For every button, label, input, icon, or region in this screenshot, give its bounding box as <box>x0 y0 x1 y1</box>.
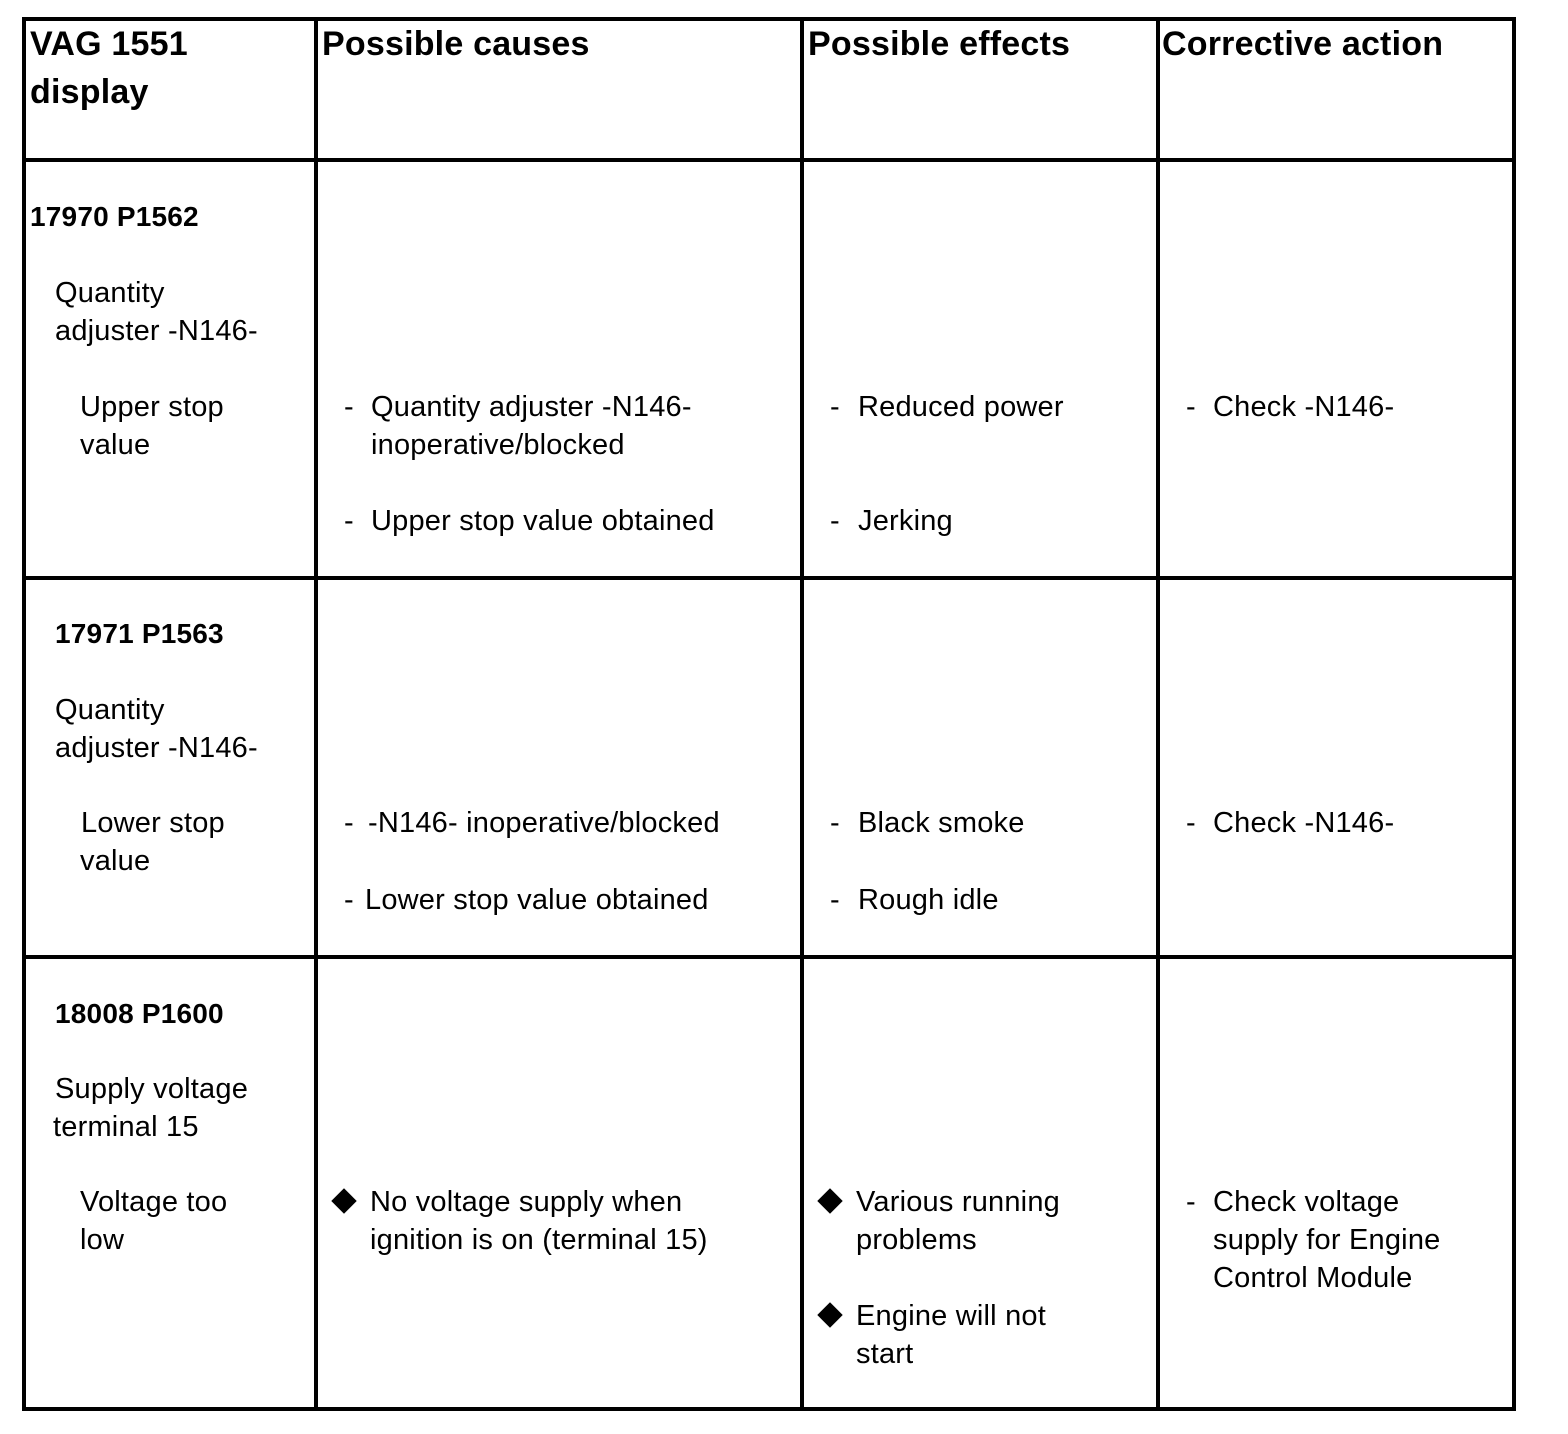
dash-bullet: - <box>344 505 354 537</box>
effect-item: Black smoke <box>858 807 1025 839</box>
dash-bullet: - <box>344 884 354 916</box>
action-line: Check voltage <box>1213 1186 1400 1218</box>
fault-condition <box>80 1183 227 1259</box>
dash-bullet: - <box>830 505 840 537</box>
header-effects: Possible effects <box>808 25 1071 63</box>
fault-code: 17970 P1562 <box>30 201 199 232</box>
effect-line: start <box>856 1338 914 1370</box>
effect-item: Reduced power <box>858 391 1064 423</box>
component-line: Supply voltage <box>55 1073 249 1105</box>
cause-line: inoperative/blocked <box>371 429 625 461</box>
condition-line: value <box>80 845 151 877</box>
dash-bullet: - <box>830 884 840 916</box>
dash-bullet: - <box>1186 1186 1196 1218</box>
dash-bullet: - <box>830 807 840 839</box>
row-divider <box>26 955 1512 959</box>
condition-line: value <box>80 429 151 461</box>
action-line: supply for Engine <box>1213 1224 1441 1256</box>
action-item <box>1213 1183 1441 1297</box>
condition-line: Voltage too <box>80 1186 228 1218</box>
header-display-line-2: display <box>30 73 149 111</box>
header-display <box>30 20 188 116</box>
cause-item: Lower stop value obtained <box>365 884 709 916</box>
effect-line: Various running <box>856 1186 1060 1218</box>
header-action: Corrective action <box>1162 25 1444 63</box>
cause-line: ignition is on (terminal 15) <box>370 1224 708 1256</box>
condition-line: low <box>80 1224 125 1256</box>
action-line: Control Module <box>1213 1262 1413 1294</box>
fault-code: 17971 P1563 <box>55 618 224 649</box>
effect-line: problems <box>856 1224 977 1256</box>
action-item: Check -N146- <box>1213 807 1395 839</box>
component-line: Quantity <box>55 694 165 726</box>
cause-line: No voltage supply when <box>370 1186 683 1218</box>
column-divider <box>314 21 318 1407</box>
header-causes: Possible causes <box>322 25 590 63</box>
header-display-line-1: VAG 1551 <box>30 25 188 63</box>
component-name <box>55 274 258 350</box>
cause-item: -N146- inoperative/blocked <box>368 807 720 839</box>
effect-item <box>856 1183 1060 1259</box>
dash-bullet: - <box>344 391 354 423</box>
row-divider <box>26 158 1512 162</box>
condition-line: Upper stop <box>80 391 224 423</box>
effect-item: Jerking <box>858 505 953 537</box>
effect-item: Rough idle <box>858 884 999 916</box>
dash-bullet: - <box>1186 807 1196 839</box>
component-line: adjuster -N146- <box>55 315 258 347</box>
column-divider <box>1156 21 1160 1407</box>
component-name <box>55 1070 248 1146</box>
dash-bullet: - <box>830 391 840 423</box>
fault-condition <box>80 388 224 464</box>
component-line: Quantity <box>55 277 165 309</box>
condition-line: Lower stop <box>81 807 225 839</box>
cause-item <box>370 1183 708 1259</box>
dash-bullet: - <box>1186 391 1196 423</box>
fault-condition <box>81 804 225 880</box>
cause-item <box>371 388 692 464</box>
component-line: adjuster -N146- <box>55 732 258 764</box>
component-name <box>55 691 258 767</box>
effect-line: Engine will not <box>856 1300 1046 1332</box>
cause-item: Upper stop value obtained <box>371 505 715 537</box>
row-divider <box>26 576 1512 580</box>
cause-line: Quantity adjuster -N146- <box>371 391 692 423</box>
component-line: terminal 15 <box>53 1111 199 1143</box>
effect-item <box>856 1297 1046 1373</box>
dash-bullet: - <box>344 807 354 839</box>
column-divider <box>800 21 804 1407</box>
fault-code: 18008 P1600 <box>55 998 224 1029</box>
action-item: Check -N146- <box>1213 391 1395 423</box>
